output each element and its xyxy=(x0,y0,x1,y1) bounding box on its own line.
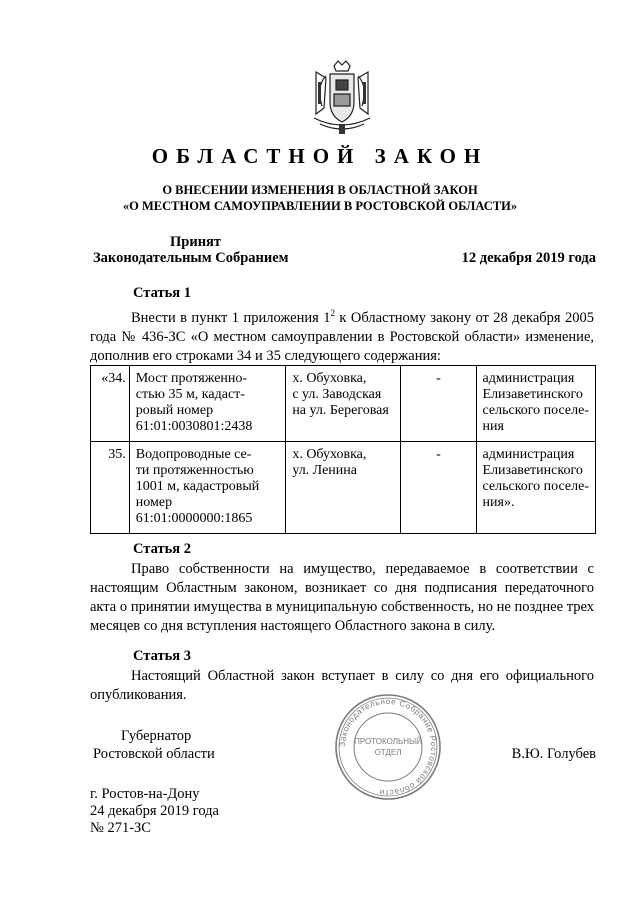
address-cell xyxy=(286,442,401,534)
owner-line: администрация xyxy=(482,447,575,462)
object-line: 61:01:0000000:1865 xyxy=(135,511,253,526)
object-cell xyxy=(129,442,286,534)
owner-cell xyxy=(476,442,595,534)
extra-cell: - xyxy=(401,366,476,442)
row-number: 35. xyxy=(91,442,130,534)
object-line: номер xyxy=(135,495,173,510)
owner-line: ния xyxy=(482,419,504,434)
adopted-date: 12 декабря 2019 года xyxy=(461,250,596,266)
article-3-heading: Статья 3 xyxy=(133,648,191,664)
seal-center-line-1: ПРОТОКОЛЬНЫЙ xyxy=(354,737,422,746)
article-1-heading: Статья 1 xyxy=(133,285,191,301)
address-cell xyxy=(286,366,401,442)
address-line: х. Обуховка, xyxy=(292,371,367,386)
governor-name: В.Ю. Голубев xyxy=(511,746,596,762)
subtitle-line-2: «О МЕСТНОМ САМОУПРАВЛЕНИИ В РОСТОВСКОЙ ОБЛАСТИ» xyxy=(122,199,518,213)
article-1-text-start: Внести в пункт 1 приложения 1 xyxy=(131,309,331,326)
amendment-table xyxy=(90,365,596,534)
article-2-heading: Статья 2 xyxy=(133,541,191,557)
article-2-text: Право собственности на имущество, передаваемое в соответствии с настоящим Областным законом, возникает со дня подписания передаточного акта о принятии имущества в муниципальную собственность, но не позднее трех месяцев со дня вступления настоящего Областного закона в силу. xyxy=(90,561,594,634)
article-3-text: Настоящий Областной закон вступает в силу со дня его официального опубликования. xyxy=(90,668,594,703)
object-line: 61:01:0030801:2438 xyxy=(135,419,253,434)
address-line: х. Обуховка, xyxy=(292,447,367,462)
owner-line: ния». xyxy=(482,495,515,510)
document-subtitle xyxy=(0,182,640,214)
row-number: «34. xyxy=(91,366,130,442)
address-line: ул. Ленина xyxy=(292,463,357,478)
governor-region: Ростовской области xyxy=(93,746,215,762)
table-row xyxy=(91,366,596,442)
object-line: Мост протяженно- xyxy=(135,371,248,386)
extra-cell: - xyxy=(401,442,476,534)
article-1-superscript: 2 xyxy=(330,308,335,318)
seal-ring-text: Законодательное Собрание Ростовской области xyxy=(337,696,439,798)
object-line: стью 35 м, кадаст- xyxy=(135,387,245,402)
adopted-label-1: Принят xyxy=(170,234,222,250)
object-line: ровый номер xyxy=(135,403,214,418)
coat-of-arms-icon xyxy=(306,58,378,138)
owner-cell xyxy=(476,366,595,442)
address-line: на ул. Береговая xyxy=(292,403,389,418)
object-line: ти протяженностью xyxy=(135,463,254,478)
table-row xyxy=(91,442,596,534)
owner-line: сельского поселе- xyxy=(482,479,589,494)
address-line: с ул. Заводская xyxy=(292,387,382,402)
article-1-text xyxy=(90,304,594,366)
svg-text:Законодательное Собрание Росто xyxy=(338,697,438,797)
governor-title: Губернатор xyxy=(121,728,192,744)
footer-place: г. Ростов-на-Дону xyxy=(90,786,200,802)
owner-line: Елизаветинского xyxy=(482,387,583,402)
object-line: 1001 м, кадастровый xyxy=(135,479,260,494)
owner-line: администрация xyxy=(482,371,575,386)
official-seal-stamp xyxy=(333,692,443,802)
owner-line: сельского поселе- xyxy=(482,403,589,418)
owner-line: Елизаветинского xyxy=(482,463,583,478)
subtitle-line-1: О ВНЕСЕНИИ ИЗМЕНЕНИЯ В ОБЛАСТНОЙ ЗАКОН xyxy=(162,183,478,197)
footer-date: 24 декабря 2019 года xyxy=(90,803,219,819)
object-line: Водопроводные се- xyxy=(135,447,252,462)
article-1-text-end: к Областному закону от 28 декабря 2005 года № 436-ЗС «О местном самоуправлении в Ростовской области» изменение, дополнив его строками 34 и 35 следующего содержания: xyxy=(90,309,594,364)
document-title: ОБЛАСТНОЙ ЗАКОН xyxy=(151,144,489,168)
footer-number: № 271-ЗС xyxy=(90,820,151,836)
adopted-label-2: Законодательным Собранием xyxy=(93,250,289,266)
object-cell xyxy=(129,366,286,442)
seal-center-line-2: ОТДЕЛ xyxy=(374,748,402,757)
